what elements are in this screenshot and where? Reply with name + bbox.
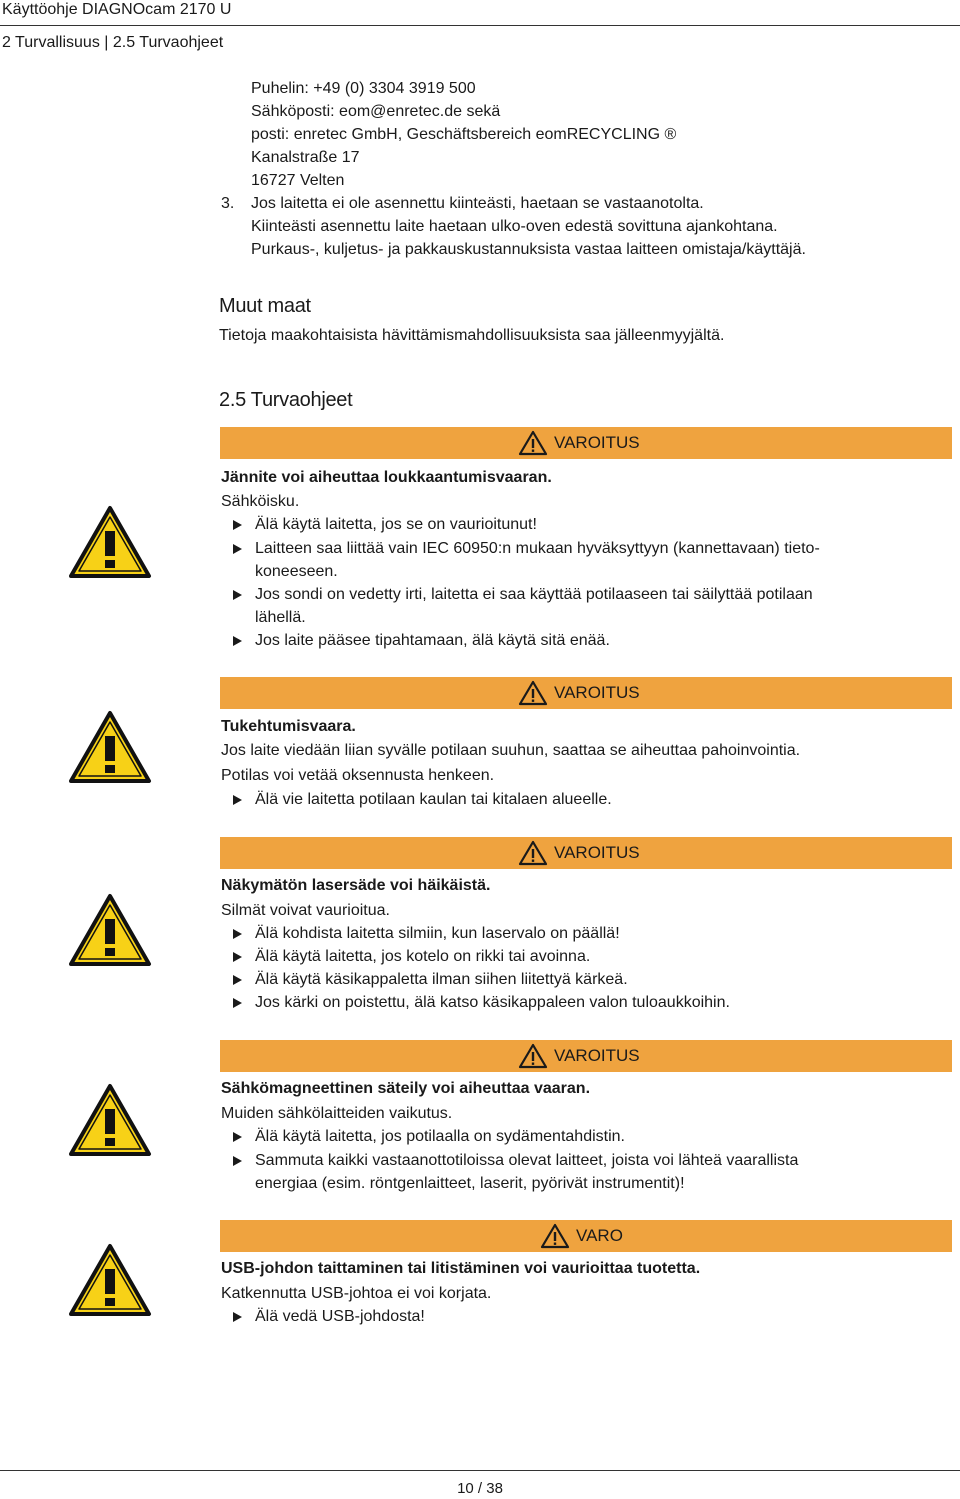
- warning-hazard-icon: [68, 1243, 152, 1317]
- bullet-icon: [233, 952, 242, 962]
- caution-label: VARO: [576, 1226, 623, 1245]
- warning-label-wrap: [518, 1040, 640, 1072]
- warning-hazard-icon: [68, 505, 152, 579]
- footer-divider: [0, 1470, 960, 1471]
- warning-consequence: Jos laite viedään liian syvälle potilaan suuhun, saattaa se aiheuttaa pahoinvointia.: [221, 742, 801, 759]
- bullet-icon: [233, 590, 242, 600]
- bullet-icon: [233, 795, 242, 805]
- caution-consequence: Katkennutta USB-johtoa ei voi korjata.: [221, 1285, 492, 1302]
- contact-city: 16727 Velten: [251, 172, 345, 189]
- warning-instruction: Sammuta kaikki vastaanottotiloissa olevat laitteet, joista voi lähteä vaarallista: [255, 1152, 799, 1169]
- warning-instruction: Jos laite pääsee tipahtamaan, älä käytä sitä enää.: [255, 632, 610, 649]
- subheading-other-countries: Muut maat: [219, 295, 311, 317]
- warning-consequence: Silmät voivat vaurioitua.: [221, 902, 390, 919]
- contact-email: Sähköposti: eom@enretec.de sekä: [251, 103, 501, 120]
- contact-post: posti: enretec GmbH, Geschäftsbereich eomRECYCLING ®: [251, 126, 677, 143]
- warning-instruction-cont: lähellä.: [255, 609, 306, 626]
- warning-consequence: Potilas voi vetää oksennusta henkeen.: [221, 767, 495, 784]
- breadcrumb: 2 Turvallisuus | 2.5 Turvaohjeet: [2, 34, 224, 51]
- caution-bar: [220, 1220, 952, 1252]
- warning-title: Tukehtumisvaara.: [221, 718, 356, 735]
- warning-triangle-small-icon: [518, 840, 548, 866]
- contact-phone: Puhelin: +49 (0) 3304 3919 500: [251, 80, 476, 97]
- warning-instruction: Laitteen saa liittää vain IEC 60950:n mukaan hyväksyttyyn (kannettavaan) tieto-: [255, 540, 820, 557]
- warning-instruction: Jos sondi on vedetty irti, laitetta ei saa käyttää potilaaseen tai säilyttää potilaan: [255, 586, 813, 603]
- caution-label-wrap: [540, 1220, 623, 1252]
- caution-title: USB-johdon taittaminen tai litistäminen voi vaurioittaa tuotetta.: [221, 1260, 701, 1277]
- caution-instruction: Älä vedä USB-johdosta!: [255, 1308, 425, 1325]
- warning-instruction-cont: koneeseen.: [255, 563, 338, 580]
- warning-bar: [220, 1040, 952, 1072]
- bullet-icon: [233, 636, 242, 646]
- warning-triangle-small-icon: [518, 1043, 548, 1069]
- warning-title: Jännite voi aiheuttaa loukkaantumisvaaran.: [221, 469, 552, 486]
- warning-instruction: Älä vie laitetta potilaan kaulan tai kitalaen alueelle.: [255, 791, 612, 808]
- bullet-icon: [233, 1156, 242, 1166]
- warning-bar: [220, 427, 952, 459]
- warning-instruction: Älä kohdista laitetta silmiin, kun laservalo on päällä!: [255, 925, 620, 942]
- warning-label: VAROITUS: [554, 1046, 640, 1065]
- bullet-icon: [233, 975, 242, 985]
- warning-hazard-icon: [68, 893, 152, 967]
- bullet-icon: [233, 998, 242, 1008]
- warning-label-wrap: [518, 837, 640, 869]
- step-text-3: Purkaus-, kuljetus- ja pakkauskustannuksista vastaa laitteen omistaja/käyttäjä.: [251, 241, 806, 258]
- warning-triangle-small-icon: [518, 680, 548, 706]
- warning-triangle-small-icon: [518, 430, 548, 456]
- warning-instruction: Älä käytä käsikappaletta ilman siihen liitettyä kärkeä.: [255, 971, 628, 988]
- warning-bar: [220, 837, 952, 869]
- bullet-icon: [233, 929, 242, 939]
- warning-hazard-icon: [68, 710, 152, 784]
- step-text-2: Kiinteästi asennettu laite haetaan ulko-oven edestä sovittuna ajankohtana.: [251, 218, 778, 235]
- bullet-icon: [233, 1132, 242, 1142]
- step-text-1: Jos laitetta ei ole asennettu kiinteästi, haetaan se vastaanotolta.: [251, 195, 704, 212]
- warning-label-wrap: [518, 427, 640, 459]
- warning-triangle-small-icon: [540, 1223, 570, 1249]
- warning-instruction: Älä käytä laitetta, jos se on vaurioitunut!: [255, 516, 537, 533]
- warning-title: Sähkömagneettinen säteily voi aiheuttaa vaaran.: [221, 1080, 591, 1097]
- warning-consequence: Sähköisku.: [221, 493, 300, 510]
- header-divider: [0, 25, 960, 26]
- page-number: 10 / 38: [457, 1480, 503, 1497]
- warning-consequence: Muiden sähkölaitteiden vaikutus.: [221, 1105, 453, 1122]
- warning-label-wrap: [518, 677, 640, 709]
- step-number: 3.: [221, 195, 235, 212]
- warning-label: VAROITUS: [554, 433, 640, 452]
- contact-street: Kanalstraße 17: [251, 149, 360, 166]
- warning-label: VAROITUS: [554, 843, 640, 862]
- warning-bar: [220, 677, 952, 709]
- bullet-icon: [233, 520, 242, 530]
- warning-instruction: Jos kärki on poistettu, älä katso käsikappaleen valon tuloaukkoihin.: [255, 994, 730, 1011]
- other-countries-text: Tietoja maakohtaisista hävittämismahdollisuuksista saa jälleenmyyjältä.: [219, 327, 725, 344]
- warning-instruction-cont: energiaa (esim. röntgenlaitteet, laserit, pyörivät instrumentit)!: [255, 1175, 685, 1192]
- bullet-icon: [233, 544, 242, 554]
- bullet-icon: [233, 1312, 242, 1322]
- section-heading: 2.5 Turvaohjeet: [219, 389, 353, 411]
- warning-instruction: Älä käytä laitetta, jos kotelo on rikki tai avoinna.: [255, 948, 591, 965]
- warning-label: VAROITUS: [554, 683, 640, 702]
- document-title: Käyttöohje DIAGNOcam 2170 U: [2, 1, 232, 18]
- warning-title: Näkymätön lasersäde voi häikäistä.: [221, 877, 491, 894]
- warning-hazard-icon: [68, 1083, 152, 1157]
- warning-instruction: Älä käytä laitetta, jos potilaalla on sydämentahdistin.: [255, 1128, 625, 1145]
